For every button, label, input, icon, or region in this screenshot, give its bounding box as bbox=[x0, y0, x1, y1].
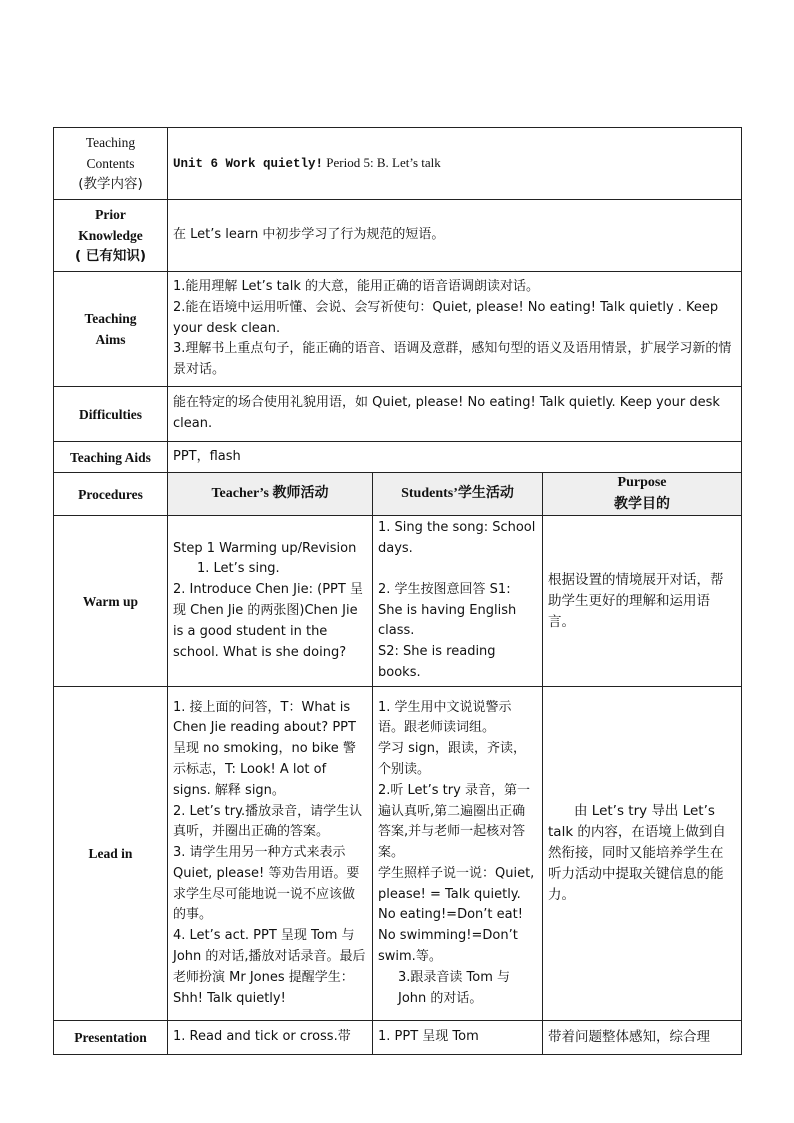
label-teaching-aims: Teaching Aims bbox=[54, 272, 168, 387]
label-procedures: Procedures bbox=[54, 473, 168, 516]
teaching-contents-value bbox=[168, 128, 742, 200]
difficulties-value: 能在特定的场合使用礼貌用语，如 Quiet, please! No eating! Talk quietly. Keep your desk clean. bbox=[168, 387, 742, 442]
row-teaching-contents bbox=[54, 128, 742, 200]
label-teaching-contents: Teaching Contents (教学内容) bbox=[54, 128, 168, 200]
label-lead-in: Lead in bbox=[54, 687, 168, 1021]
row-presentation bbox=[54, 1021, 742, 1055]
warm-up-students: 1. Sing the song: School days. 2. 学生按图意回答 S1: She is having English class. S2: She is reading books. bbox=[373, 516, 543, 687]
row-prior-knowledge bbox=[54, 200, 742, 272]
warm-up-purpose: 根据设置的情境展开对话，帮助学生更好的理解和运用语言。 bbox=[543, 516, 742, 687]
label-warm-up: Warm up bbox=[54, 516, 168, 687]
presentation-teacher: 1. Read and tick or cross.带 bbox=[168, 1021, 373, 1055]
header-purpose: Purpose 教学目的 bbox=[543, 473, 742, 516]
row-warm-up bbox=[54, 516, 742, 687]
warm-up-teacher: Step 1 Warming up/Revision 1. Let’s sing. 2. Introduce Chen Jie: (PPT 呈现 Chen Jie 的两张图)Chen Jie is a good student in the school. What is she doing? bbox=[168, 516, 373, 687]
prior-knowledge-value: 在 Let’s learn 中初步学习了行为规范的短语。 bbox=[168, 200, 742, 272]
teaching-aids-value: PPT，flash bbox=[168, 442, 742, 473]
row-lead-in bbox=[54, 687, 742, 1021]
teaching-aims-value bbox=[168, 272, 742, 387]
label-teaching-aids: Teaching Aids bbox=[54, 442, 168, 473]
lead-in-teacher: 1. 接上面的问答，T：What is Chen Jie reading about? PPT 呈现 no smoking，no bike 警示标志，T: Look! A lot of signs. 解释 sign。 2. Let’s try.播放录音，请学生认真听，并圈出正确的答案。 3. 请学生用另一种方式来表示 Quiet, please! 等劝告用语。要求学生尽可能地说一说不应该做的事。 4. Let’s act. PPT 呈现 Tom 与 John 的对话,播放对话录音。最后老师扮演 Mr Jones 提醒学生：Shh! Talk quietly! bbox=[168, 687, 373, 1021]
label-difficulties: Difficulties bbox=[54, 387, 168, 442]
row-procedures-header bbox=[54, 473, 742, 516]
lead-in-students: 1. 学生用中文说说警示语。跟老师读词组。 学习 sign，跟读，齐读，个别读。 2.听 Let’s try 录音，第一遍认真听,第二遍圈出正确答案,并与老师一起核对答案。 学生照样子说一说：Quiet, please! = Talk quietly. No eating!=Don’t eat! No swimming!=Don’t swim.等。 3.跟录音读 Tom 与 John 的对话。 bbox=[373, 687, 543, 1021]
label-presentation: Presentation bbox=[54, 1021, 168, 1055]
header-students: Students’学生活动 bbox=[373, 473, 543, 516]
lesson-plan-table bbox=[53, 127, 742, 1055]
header-teacher: Teacher’s 教师活动 bbox=[168, 473, 373, 516]
row-difficulties bbox=[54, 387, 742, 442]
period-title: Period 5: B. Let’s talk bbox=[323, 154, 441, 170]
row-teaching-aims bbox=[54, 272, 742, 387]
unit-title: Unit 6 Work quietly! bbox=[173, 156, 324, 171]
presentation-purpose: 带着问题整体感知，综合理 bbox=[543, 1021, 742, 1055]
aim-1: 1.能用理解 Let’s talk 的大意，能用正确的语音语调朗读对话。 bbox=[173, 279, 540, 294]
label-prior-knowledge: Prior Knowledge ( 已有知识) bbox=[54, 200, 168, 272]
lead-in-purpose: 由 Let’s try 导出 Let’s talk 的内容，在语境上做到自然衔接，同时又能培养学生在听力活动中提取关键信息的能力。 bbox=[543, 687, 742, 1021]
aim-3: 3.理解书上重点句子，能正确的语音、语调及意群，感知句型的语义及语用情景，扩展学习新的情景对话。 bbox=[173, 341, 732, 378]
row-teaching-aids bbox=[54, 442, 742, 473]
presentation-students: 1. PPT 呈现 Tom bbox=[373, 1021, 543, 1055]
aim-2: 2.能在语境中运用听懂、会说、会写祈使句：Quiet, please! No eating! Talk quietly . Keep your desk clean. bbox=[173, 299, 719, 336]
